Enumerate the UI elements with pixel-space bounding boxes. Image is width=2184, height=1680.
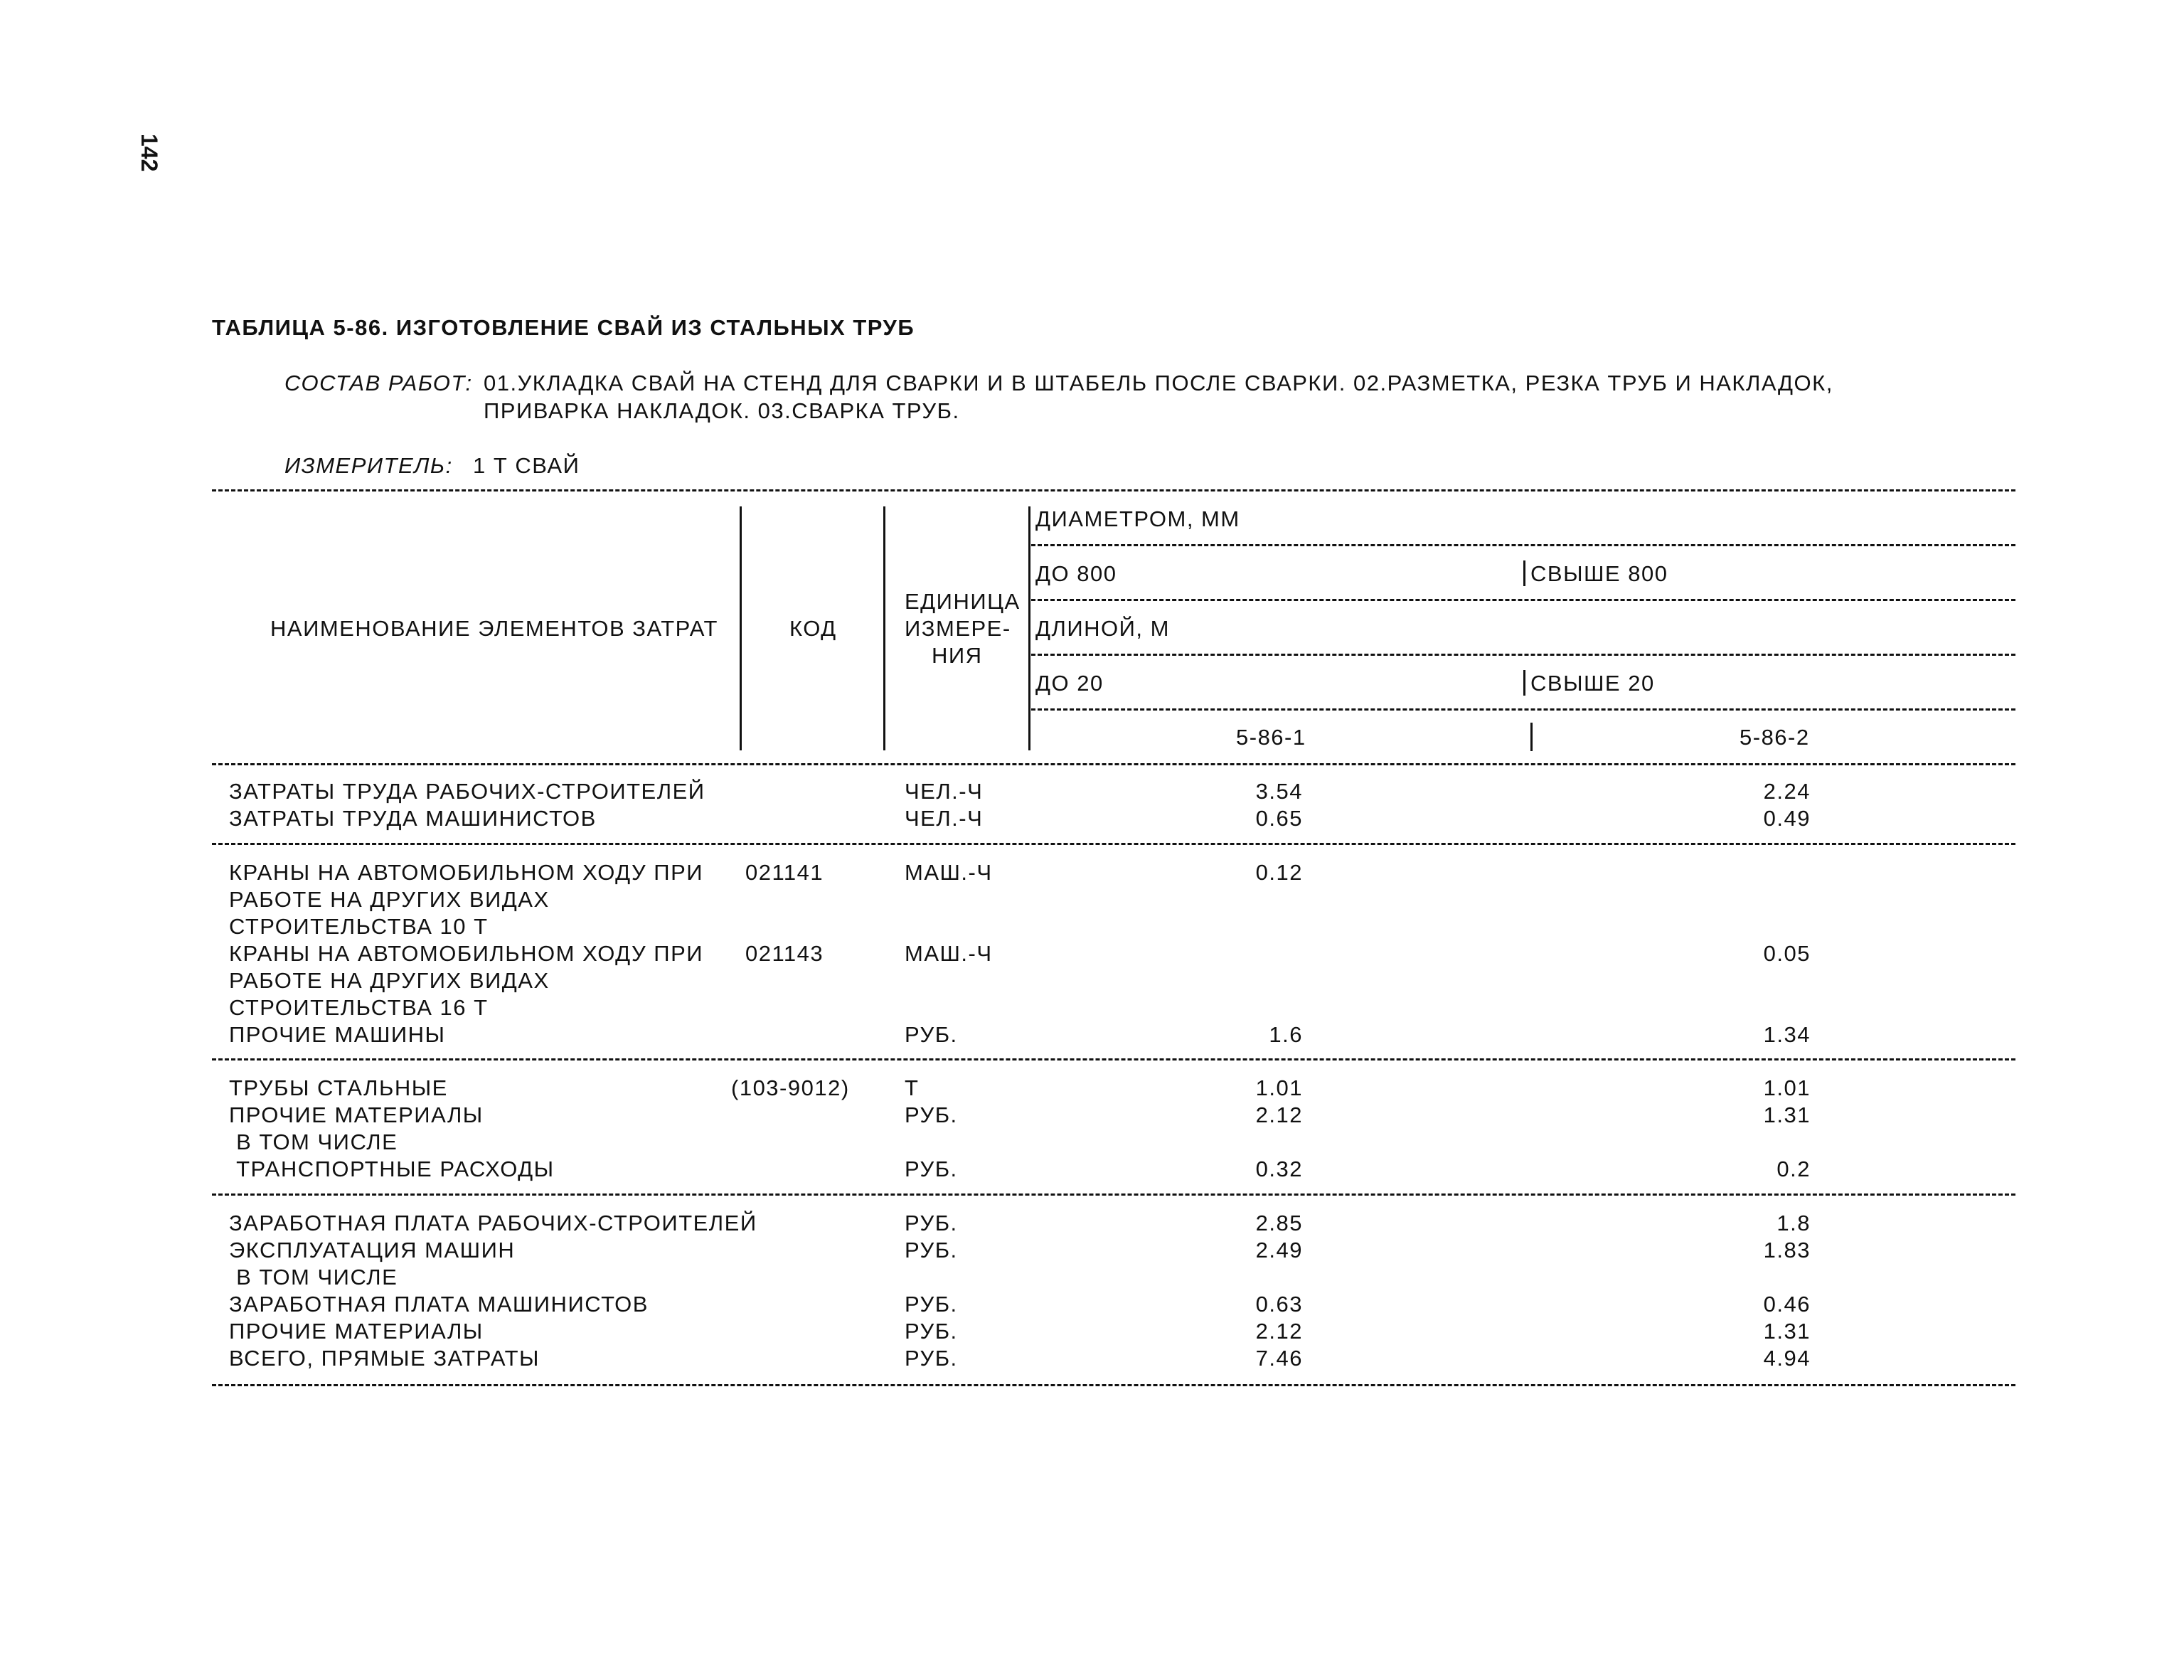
row-v1-cell: 3.54 bbox=[1255, 779, 1303, 804]
header-col1: 5-86-1 bbox=[1236, 725, 1306, 750]
row-code-cell: (103-9012) bbox=[731, 1075, 850, 1100]
row-unit-cell: РУБ. bbox=[905, 1238, 958, 1262]
row-name-cell: РАБОТЕ НА ДРУГИХ ВИДАХ bbox=[229, 887, 550, 912]
header-rule-length bbox=[1031, 654, 2015, 656]
header-sep-unit-values bbox=[1028, 506, 1030, 750]
header-unit-line2: ИЗМЕРЕ- bbox=[905, 616, 1011, 641]
row-unit-cell: РУБ. bbox=[905, 1319, 958, 1344]
table-title: ТАБЛИЦА 5-86. ИЗГОТОВЛЕНИЕ СВАЙ ИЗ СТАЛЬНЫХ ТРУБ bbox=[212, 315, 915, 340]
row-v1-cell: 0.12 bbox=[1255, 860, 1303, 885]
row-unit-cell: МАШ.-Ч bbox=[905, 860, 993, 885]
row-name-cell: ТРУБЫ СТАЛЬНЫЕ bbox=[229, 1075, 448, 1100]
row-name-cell: КРАНЫ НА АВТОМОБИЛЬНОМ ХОДУ ПРИ bbox=[229, 941, 704, 966]
section-rule-3 bbox=[212, 1193, 2015, 1196]
header-unit-line3: НИЯ bbox=[932, 643, 983, 668]
row-v1-cell: 2.49 bbox=[1255, 1238, 1303, 1262]
header-diameter: ДИАМЕТРОМ, ММ bbox=[1035, 506, 1240, 531]
row-name-cell: ЗАРАБОТНАЯ ПЛАТА РАБОЧИХ-СТРОИТЕЛЕЙ bbox=[229, 1211, 757, 1235]
row-unit-cell: РУБ. bbox=[905, 1211, 958, 1235]
row-v2-cell: 1.01 bbox=[1763, 1075, 1811, 1100]
header-length: ДЛИНОЙ, М bbox=[1035, 616, 1170, 641]
row-v2-cell: 1.31 bbox=[1763, 1102, 1811, 1127]
row-v1-cell: 7.46 bbox=[1255, 1346, 1303, 1371]
row-v1-cell: 0.65 bbox=[1255, 806, 1303, 831]
header-diameter-to: ДО 800 bbox=[1035, 561, 1117, 586]
row-unit-cell: РУБ. bbox=[905, 1346, 958, 1371]
header-unit-line1: ЕДИНИЦА bbox=[905, 589, 1021, 614]
measure-value: 1 Т СВАЙ bbox=[473, 453, 580, 478]
row-v1-cell: 2.12 bbox=[1255, 1102, 1303, 1127]
header-sep-name-code bbox=[740, 506, 742, 750]
row-v2-cell: 1.8 bbox=[1777, 1211, 1811, 1235]
work-composition-label: СОСТАВ РАБОТ: bbox=[284, 371, 473, 395]
row-v2-cell: 2.24 bbox=[1763, 779, 1811, 804]
work-composition-line1: 01.УКЛАДКА СВАЙ НА СТЕНД ДЛЯ СВАРКИ И В ШТАБЕЛЬ ПОСЛЕ СВАРКИ. 02.РАЗМЕТКА, РЕЗКА ТРУБ И НАКЛАДОК, bbox=[484, 371, 1833, 395]
header-sep-length-split bbox=[1523, 670, 1525, 696]
row-unit-cell: РУБ. bbox=[905, 1022, 958, 1047]
section-rule-2 bbox=[212, 1058, 2015, 1060]
row-v2-cell: 0.46 bbox=[1763, 1292, 1811, 1317]
row-code-cell: 021141 bbox=[745, 860, 824, 885]
table-bottom-rule bbox=[212, 1384, 2015, 1386]
row-unit-cell: РУБ. bbox=[905, 1157, 958, 1181]
row-name-cell: СТРОИТЕЛЬСТВА 10 Т bbox=[229, 914, 489, 939]
row-name-cell: ПРОЧИЕ МАТЕРИАЛЫ bbox=[229, 1319, 484, 1344]
row-v1-cell: 1.01 bbox=[1255, 1075, 1303, 1100]
header-col2: 5-86-2 bbox=[1740, 725, 1810, 750]
row-v2-cell: 0.49 bbox=[1763, 806, 1811, 831]
row-v2-cell: 1.34 bbox=[1763, 1022, 1811, 1047]
row-v2-cell: 4.94 bbox=[1763, 1346, 1811, 1371]
header-length-to: ДО 20 bbox=[1035, 671, 1104, 696]
row-v2-cell: 0.2 bbox=[1777, 1157, 1811, 1181]
row-v1-cell: 2.12 bbox=[1255, 1319, 1303, 1344]
row-name-cell: В ТОМ ЧИСЛЕ bbox=[229, 1129, 398, 1154]
row-v1-cell: 0.63 bbox=[1255, 1292, 1303, 1317]
header-bottom-rule bbox=[212, 763, 2015, 765]
row-v2-cell: 0.05 bbox=[1763, 941, 1811, 966]
row-name-cell: ПРОЧИЕ МАТЕРИАЛЫ bbox=[229, 1102, 484, 1127]
header-rule-diameter-split bbox=[1031, 599, 2015, 601]
row-name-cell: В ТОМ ЧИСЛЕ bbox=[229, 1265, 398, 1290]
row-v2-cell: 1.83 bbox=[1763, 1238, 1811, 1262]
row-v1-cell: 0.32 bbox=[1255, 1157, 1303, 1181]
row-name-cell: КРАНЫ НА АВТОМОБИЛЬНОМ ХОДУ ПРИ bbox=[229, 860, 704, 885]
row-name-cell: ТРАНСПОРТНЫЕ РАСХОДЫ bbox=[229, 1157, 555, 1181]
header-sep-code-unit bbox=[883, 506, 885, 750]
row-v2-cell: 1.31 bbox=[1763, 1319, 1811, 1344]
row-name-cell: ВСЕГО, ПРЯМЫЕ ЗАТРАТЫ bbox=[229, 1346, 540, 1371]
row-unit-cell: РУБ. bbox=[905, 1102, 958, 1127]
header-sep-col-split bbox=[1530, 723, 1533, 751]
row-name-cell: ЗАТРАТЫ ТРУДА РАБОЧИХ-СТРОИТЕЛЕЙ bbox=[229, 779, 705, 804]
row-code-cell: 021143 bbox=[745, 941, 824, 966]
table-top-rule bbox=[212, 489, 2015, 491]
row-unit-cell: МАШ.-Ч bbox=[905, 941, 993, 966]
row-unit-cell: РУБ. bbox=[905, 1292, 958, 1317]
page-number: 142 bbox=[137, 134, 162, 172]
header-rule-length-split bbox=[1031, 708, 2015, 711]
header-diameter-over: СВЫШЕ 800 bbox=[1530, 561, 1668, 586]
measure-label: ИЗМЕРИТЕЛЬ: bbox=[284, 453, 453, 478]
row-name-cell: ЗАТРАТЫ ТРУДА МАШИНИСТОВ bbox=[229, 806, 597, 831]
work-composition-line2: ПРИВАРКА НАКЛАДОК. 03.СВАРКА ТРУБ. bbox=[484, 398, 960, 423]
header-name: НАИМЕНОВАНИЕ ЭЛЕМЕНТОВ ЗАТРАТ bbox=[270, 616, 718, 641]
row-unit-cell: Т bbox=[905, 1075, 920, 1100]
header-length-over: СВЫШЕ 20 bbox=[1530, 671, 1655, 696]
row-name-cell: РАБОТЕ НА ДРУГИХ ВИДАХ bbox=[229, 968, 550, 993]
row-v1-cell: 2.85 bbox=[1255, 1211, 1303, 1235]
header-sep-diameter-split bbox=[1523, 560, 1525, 586]
row-v1-cell: 1.6 bbox=[1269, 1022, 1303, 1047]
row-name-cell: СТРОИТЕЛЬСТВА 16 Т bbox=[229, 995, 489, 1020]
row-unit-cell: ЧЕЛ.-Ч bbox=[905, 779, 984, 804]
section-rule-1 bbox=[212, 843, 2015, 845]
header-rule-diameter bbox=[1031, 544, 2015, 546]
row-name-cell: ЭКСПЛУАТАЦИЯ МАШИН bbox=[229, 1238, 516, 1262]
row-name-cell: ПРОЧИЕ МАШИНЫ bbox=[229, 1022, 446, 1047]
header-code: КОД bbox=[789, 616, 837, 641]
row-unit-cell: ЧЕЛ.-Ч bbox=[905, 806, 984, 831]
row-name-cell: ЗАРАБОТНАЯ ПЛАТА МАШИНИСТОВ bbox=[229, 1292, 649, 1317]
